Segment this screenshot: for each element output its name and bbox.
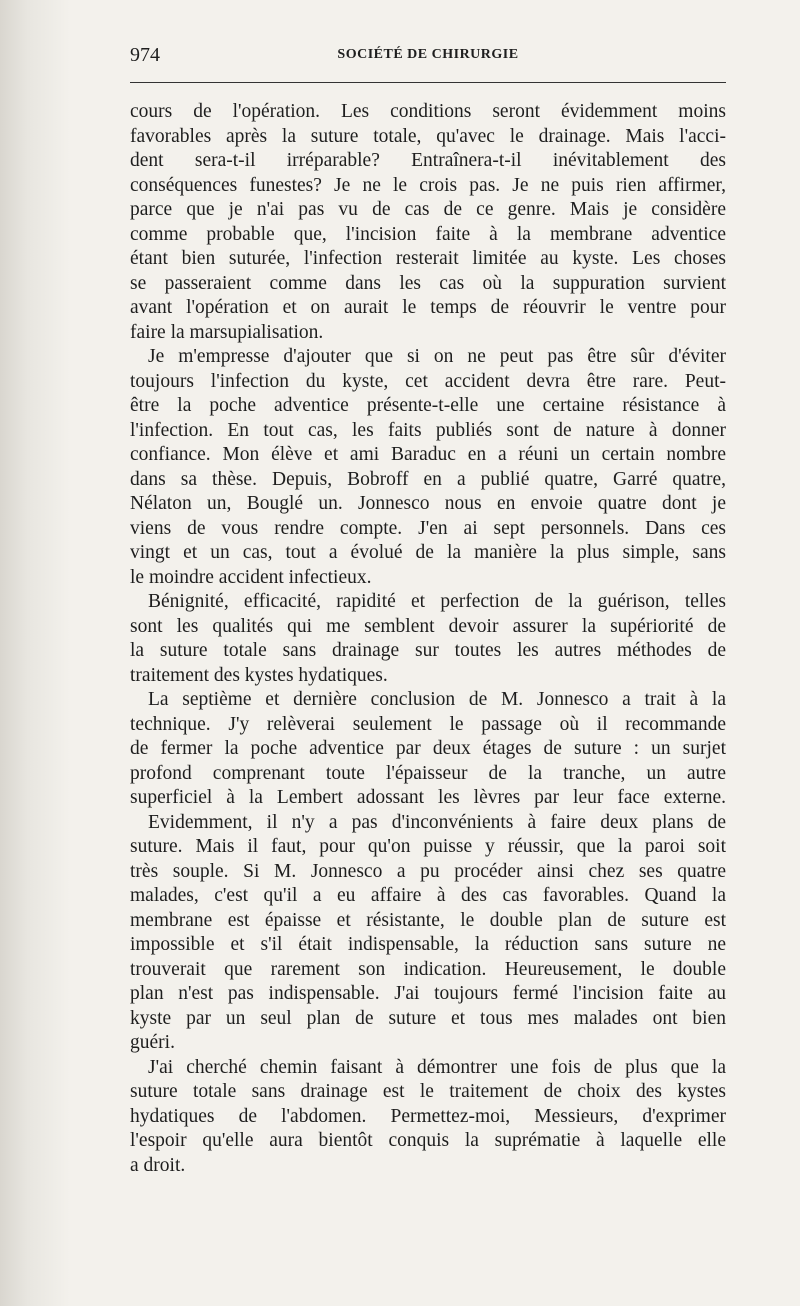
text-line: profond comprenant toute l'épaisseur de la tranche, un autre xyxy=(130,762,726,784)
text-line: confiance. Mon élève et ami Baraduc en a réuni un certain nombre xyxy=(130,444,726,465)
text-line: plan n'est pas indispensable. J'ai toujours fermé l'incision faite au xyxy=(130,983,726,1004)
text-line: technique. J'y relèverai seulement le passage où il recommande xyxy=(130,713,726,735)
text-line: J'ai cherché chemin faisant à démontrer une fois de plus que la xyxy=(148,1056,726,1078)
text-line: kyste par un seul plan de suture et tous mes malades ont bien xyxy=(130,1007,726,1029)
text-line: dent sera-t-il irréparable? Entraînera-t-il inévitablement des xyxy=(130,150,726,171)
text-line: conséquences funestes? Je ne le crois pas. Je ne puis rien affirmer, xyxy=(130,174,726,196)
scan-edge-shadow xyxy=(0,0,70,1306)
body-text xyxy=(130,100,726,1178)
text-line: a droit. xyxy=(130,1154,186,1176)
paragraph xyxy=(130,345,726,590)
text-line: cours de l'opération. Les conditions seront évidemment moins xyxy=(130,101,726,122)
paragraph xyxy=(130,811,726,1056)
paragraph xyxy=(130,590,726,688)
paragraph xyxy=(130,100,726,345)
text-line: membrane est épaisse et résistante, le double plan de suture est xyxy=(130,909,726,931)
text-line: trouverait que rarement son indication. Heureusement, le double xyxy=(130,958,726,980)
text-line: malades, c'est qu'il a eu affaire à des cas favorables. Quand la xyxy=(130,885,726,906)
text-line: de fermer la poche adventice par deux étages de suture : un surjet xyxy=(130,738,726,759)
text-line: être la poche adventice présente-t-elle une certaine résistance à xyxy=(130,395,726,416)
text-line: le moindre accident infectieux. xyxy=(130,566,372,588)
text-line: Je m'empresse d'ajouter que si on ne peut pas être sûr d'éviter xyxy=(148,346,726,367)
text-line: sont les qualités qui me semblent devoir assurer la supériorité de xyxy=(130,615,726,637)
text-line: hydatiques de l'abdomen. Permettez-moi, Messieurs, d'exprimer xyxy=(130,1105,726,1127)
text-line: La septième et dernière conclusion de M. Jonnesco a trait à la xyxy=(148,689,726,710)
text-line: se passeraient comme dans les cas où la suppuration survient xyxy=(130,272,726,294)
text-line: parce que je n'ai pas vu de cas de ce genre. Mais je considère xyxy=(130,199,726,220)
text-line: Nélaton un, Bouglé un. Jonnesco nous en envoie quatre dont je xyxy=(130,493,726,514)
text-line: suture totale sans drainage est le traitement de choix des kystes xyxy=(130,1081,726,1102)
text-line: comme probable que, l'incision faite à la membrane adventice xyxy=(130,223,726,245)
text-line: dans sa thèse. Depuis, Bobroff en a publié quatre, Garré quatre, xyxy=(130,468,726,490)
paragraph xyxy=(130,688,726,811)
text-line: guéri. xyxy=(130,1032,175,1053)
text-line: Evidemment, il n'y a pas d'inconvénients à faire deux plans de xyxy=(148,811,726,833)
text-line: superficiel à la Lembert adossant les lèvres par leur face externe. xyxy=(130,787,726,808)
text-line: étant bien suturée, l'infection resterait limitée au kyste. Les choses xyxy=(130,248,726,269)
page-header xyxy=(130,44,726,74)
page-number: 974 xyxy=(130,44,160,66)
paragraph xyxy=(130,1056,726,1179)
text-line: impossible et s'il était indispensable, la réduction sans suture ne xyxy=(130,934,726,955)
text-line: la suture totale sans drainage sur toutes les autres méthodes de xyxy=(130,640,726,661)
text-line: Bénignité, efficacité, rapidité et perfection de la guérison, telles xyxy=(148,591,726,612)
text-line: avant l'opération et on aurait le temps de réouvrir le ventre pour xyxy=(130,297,726,318)
text-line: faire la marsupialisation. xyxy=(130,321,324,343)
text-line: toujours l'infection du kyste, cet accident devra être rare. Peut- xyxy=(130,370,726,392)
text-line: favorables après la suture totale, qu'avec le drainage. Mais l'acci- xyxy=(130,125,726,147)
running-title: SOCIÉTÉ DE CHIRURGIE xyxy=(337,47,519,62)
text-line: vingt et un cas, tout a évolué de la manière la plus simple, sans xyxy=(130,542,726,563)
header-rule xyxy=(130,82,726,83)
text-line: suture. Mais il faut, pour qu'on puisse y réussir, que la paroi soit xyxy=(130,836,726,857)
text-line: traitement des kystes hydatiques. xyxy=(130,664,388,686)
text-line: l'infection. En tout cas, les faits publiés sont de nature à donner xyxy=(130,419,726,441)
text-line: très souple. Si M. Jonnesco a pu procéder ainsi chez ses quatre xyxy=(130,860,726,882)
text-line: viens de vous rendre compte. J'en ai sept personnels. Dans ces xyxy=(130,517,726,539)
text-line: l'espoir qu'elle aura bientôt conquis la suprématie à laquelle elle xyxy=(130,1130,726,1151)
